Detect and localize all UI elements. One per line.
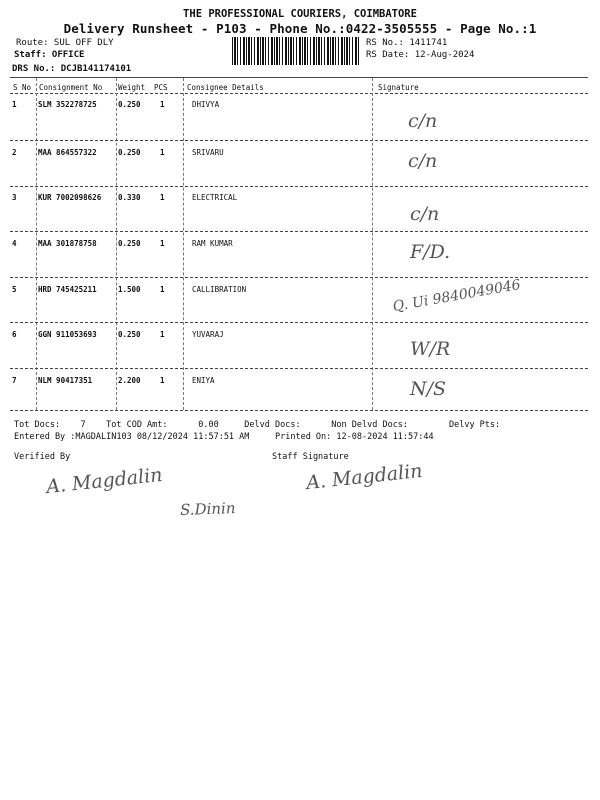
- handwritten-signature: N/S: [410, 378, 447, 400]
- row-sno: 1: [12, 100, 17, 109]
- entered-by-line: Entered By :MAGDALIN103 08/12/2024 11:57:51 AM Printed On: 12-08-2024 11:57:44: [14, 432, 434, 442]
- col-header-signature: Signature: [378, 83, 419, 92]
- column-divider: [36, 78, 37, 410]
- company-name: THE PROFESSIONAL COURIERS, COIMBATORE: [183, 8, 417, 20]
- row-pcs: 1: [160, 100, 165, 109]
- col-header-consignment: Consignment No: [39, 83, 103, 92]
- handwritten-signature: Q. Ui 9840049046: [391, 276, 522, 316]
- row-divider: [10, 186, 588, 187]
- col-header-consignee: Consignee Details: [187, 83, 264, 92]
- row-consignee: ENIYA: [192, 376, 215, 385]
- row-consignment: HRD 745425211: [38, 285, 97, 294]
- barcode-image: [232, 37, 360, 65]
- handwritten-signature: c/n: [410, 203, 440, 225]
- handwritten-signature: c/n: [408, 150, 438, 172]
- row-consignment: MAA 301878758: [38, 239, 97, 248]
- row-pcs: 1: [160, 148, 165, 157]
- row-consignee: SRIVARU: [192, 148, 224, 157]
- drs-number: DRS No.: DCJB141174101: [12, 64, 132, 74]
- col-header-weight: Weight: [118, 83, 146, 92]
- row-divider: [10, 322, 588, 323]
- row-weight: 0.250: [118, 100, 141, 109]
- row-weight: 0.250: [118, 330, 141, 339]
- row-weight: 2.200: [118, 376, 141, 385]
- rs-number: RS No.: 1411741: [366, 38, 448, 48]
- row-consignment: NLM 90417351: [38, 376, 93, 385]
- row-pcs: 1: [160, 239, 165, 248]
- row-pcs: 1: [160, 285, 165, 294]
- row-consignee: YUVARAJ: [192, 330, 224, 339]
- row-consignment: KUR 7002098626: [38, 193, 102, 202]
- additional-signature: S.Dinin: [179, 499, 236, 519]
- verified-by-label: Verified By: [14, 452, 71, 462]
- table-bottom-rule: [10, 410, 588, 411]
- handwritten-signature: W/R: [410, 338, 451, 360]
- row-weight: 0.250: [118, 239, 141, 248]
- row-divider: [10, 140, 588, 141]
- verified-by-signature: A. Magdalin: [45, 463, 164, 499]
- column-divider: [372, 78, 373, 410]
- row-consignment: SLM 352278725: [38, 100, 97, 109]
- row-weight: 0.250: [118, 148, 141, 157]
- row-weight: 1.500: [118, 285, 141, 294]
- rs-date: RS Date: 12-Aug-2024: [366, 50, 475, 60]
- column-divider: [116, 78, 117, 410]
- row-consignee: RAM KUMAR: [192, 239, 233, 248]
- staff-label: Staff: OFFICE: [14, 50, 85, 60]
- row-divider: [10, 277, 588, 278]
- totals-line: Tot Docs: 7 Tot COD Amt: 0.00 Delvd Docs: Non Delvd Docs: Delvy Pts:: [14, 420, 501, 430]
- row-weight: 0.330: [118, 193, 141, 202]
- row-sno: 5: [12, 285, 17, 294]
- staff-signature-label: Staff Signature: [272, 452, 349, 462]
- row-sno: 3: [12, 193, 17, 202]
- staff-signature: A. Magdalin: [305, 459, 424, 495]
- header-rule: [10, 93, 588, 94]
- row-pcs: 1: [160, 376, 165, 385]
- col-header-pcs: PCS: [154, 83, 168, 92]
- row-consignee: CALLIBRATION: [192, 285, 247, 294]
- row-consignee: ELECTRICAL: [192, 193, 238, 202]
- runsheet-title: Delivery Runsheet - P103 - Phone No.:0422-3505555 - Page No.:1: [63, 21, 537, 36]
- row-sno: 7: [12, 376, 17, 385]
- row-divider: [10, 368, 588, 369]
- row-divider: [10, 231, 588, 232]
- col-header-sno: S No: [13, 83, 32, 92]
- row-pcs: 1: [160, 193, 165, 202]
- row-sno: 4: [12, 239, 17, 248]
- handwritten-signature: c/n: [408, 110, 438, 132]
- row-pcs: 1: [160, 330, 165, 339]
- row-sno: 2: [12, 148, 17, 157]
- handwritten-signature: F/D.: [410, 241, 451, 263]
- row-consignee: DHIVYA: [192, 100, 220, 109]
- row-consignment: MAA 864557322: [38, 148, 97, 157]
- route-label: Route: SUL OFF DLY: [16, 38, 114, 48]
- row-sno: 6: [12, 330, 17, 339]
- table-top-rule: [10, 77, 588, 78]
- column-divider: [183, 78, 184, 410]
- row-consignment: GGN 911053693: [38, 330, 97, 339]
